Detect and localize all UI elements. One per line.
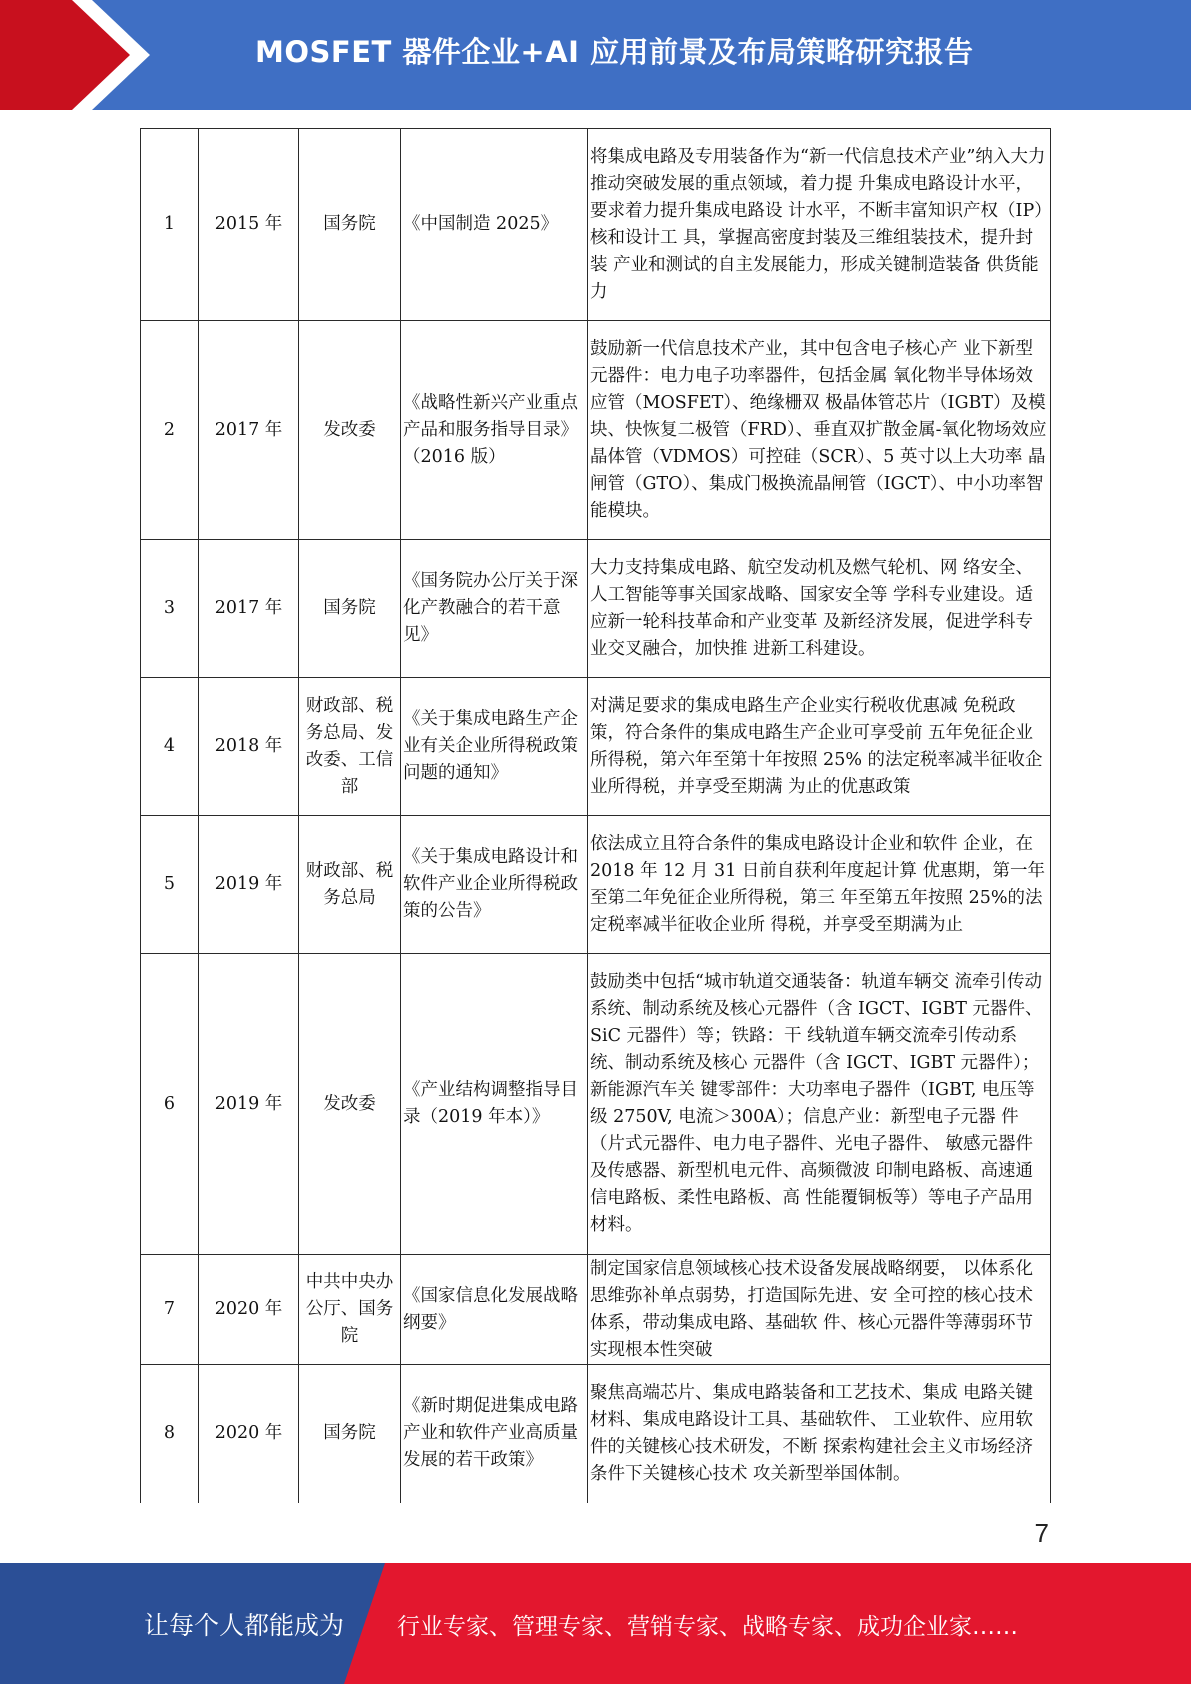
row-year: 2017 年 (199, 321, 299, 540)
table-row (141, 1255, 1051, 1365)
row-issuer: 财政部、税务总局、发改委、工信部 (299, 678, 401, 816)
row-document: 《关于集成电路生产企业有关企业所得税政策问题的通知》 (401, 678, 588, 816)
policy-table (140, 128, 1051, 1503)
footer-slogan-right: 行业专家、管理专家、营销专家、战略专家、成功企业家…… (397, 1614, 1018, 1640)
row-number: 6 (141, 954, 199, 1255)
row-issuer: 国务院 (299, 540, 401, 678)
row-document: 《关于集成电路设计和软件产业企业所得税政策的公告》 (401, 816, 588, 954)
table-row (141, 954, 1051, 1255)
row-content: 制定国家信息领域核心技术设备发展战略纲要， 以体系化思维弥补单点弱势，打造国际先进、安 全可控的核心技术体系，带动集成电路、基础软 件、核心元器件等薄弱环节实现根本性突破 (588, 1255, 1051, 1365)
header-title: MOSFET 器件企业+AI 应用前景及布局策略研究报告 (255, 35, 974, 69)
row-content: 鼓励新一代信息技术产业，其中包含电子核心产 业下新型元器件：电力电子功率器件，包括金属 氧化物半导体场效应管（MOSFET）、绝缘栅双 极晶体管芯片（IGBT）及模块、快恢复二极管（FRD）、垂直双扩散金属-氧化物场效应晶体管（VDMOS）可控硅（SCR）、5 英寸以上大功率 晶闸管（GTO）、集成门极换流晶闸管（IGCT）、中小功率智能模块。 (588, 321, 1051, 540)
row-number: 8 (141, 1365, 199, 1503)
table-row (141, 540, 1051, 678)
row-year: 2015 年 (199, 129, 299, 321)
row-issuer: 财政部、税务总局 (299, 816, 401, 954)
row-issuer: 发改委 (299, 954, 401, 1255)
row-content: 依法成立且符合条件的集成电路设计企业和软件 企业，在 2018 年 12 月 31 日前自获利年度起计算 优惠期，第一年至第二年免征企业所得税，第三 年至第五年按照 25%的法定税率减半征收企业所 得税，并享受至期满为止 (588, 816, 1051, 954)
row-year: 2020 年 (199, 1365, 299, 1503)
row-year: 2017 年 (199, 540, 299, 678)
row-year: 2019 年 (199, 954, 299, 1255)
row-number: 7 (141, 1255, 199, 1365)
footer-slogan-left: 让每个人都能成为 (144, 1611, 345, 1640)
table-row (141, 1365, 1051, 1503)
table-row (141, 129, 1051, 321)
row-content: 大力支持集成电路、航空发动机及燃气轮机、网 络安全、人工智能等事关国家战略、国家安全等 学科专业建设。适应新一轮科技革命和产业变革 及新经济发展，促进学科专业交叉融合，加快推 进新工科建设。 (588, 540, 1051, 678)
row-year: 2019 年 (199, 816, 299, 954)
row-number: 2 (141, 321, 199, 540)
row-document: 《国务院办公厅关于深化产教融合的若干意见》 (401, 540, 588, 678)
table-row (141, 321, 1051, 540)
row-document: 《国家信息化发展战略纲要》 (401, 1255, 588, 1365)
row-number: 3 (141, 540, 199, 678)
row-number: 1 (141, 129, 199, 321)
row-issuer: 国务院 (299, 129, 401, 321)
row-issuer: 国务院 (299, 1365, 401, 1503)
row-issuer: 发改委 (299, 321, 401, 540)
row-document: 《战略性新兴产业重点产品和服务指导目录》（2016 版） (401, 321, 588, 540)
row-document: 《产业结构调整指导目录（2019 年本）》 (401, 954, 588, 1255)
row-issuer: 中共中央办公厅、国务院 (299, 1255, 401, 1365)
row-content: 聚焦高端芯片、集成电路装备和工艺技术、集成 电路关键材料、集成电路设计工具、基础软件、 工业软件、应用软件的关键核心技术研发，不断 探索构建社会主义市场经济条件下关键核心技术 攻关新型举国体制。 (588, 1365, 1051, 1503)
row-content: 对满足要求的集成电路生产企业实行税收优惠减 免税政策，符合条件的集成电路生产企业可享受前 五年免征企业所得税，第六年至第十年按照 25% 的法定税率减半征收企业所得税，并享受至期满 为止的优惠政策 (588, 678, 1051, 816)
row-content: 将集成电路及专用装备作为“新一代信息技术产业”纳入大力推动突破发展的重点领域，着力提 升集成电路设计水平，要求着力提升集成电路设 计水平，不断丰富知识产权（IP）核和设计工 具，掌握高密度封装及三维组装技术，提升封装 产业和测试的自主发展能力，形成关键制造装备 供货能力 (588, 129, 1051, 321)
row-number: 5 (141, 816, 199, 954)
row-number: 4 (141, 678, 199, 816)
page-number: 7 (1034, 1518, 1049, 1548)
row-document: 《新时期促进集成电路产业和软件产业高质量发展的若干政策》 (401, 1365, 588, 1503)
table-row (141, 816, 1051, 954)
row-year: 2018 年 (199, 678, 299, 816)
table-row (141, 678, 1051, 816)
row-document: 《中国制造 2025》 (401, 129, 588, 321)
row-content: 鼓励类中包括“城市轨道交通装备：轨道车辆交 流牵引传动系统、制动系统及核心元器件（含 IGCT、IGBT 元器件、SiC 元器件）等；铁路：干 线轨道车辆交流牵引传动系统、制动系统及核心 元器件（含 IGCT、IGBT 元器件）；新能源汽车关 键零部件：大功率电子器件（IGBT, 电压等级 2750V, 电流＞300A）；信息产业：新型电子元器 件（片式元器件、电力电子器件、光电子器件、 敏感元器件及传感器、新型机电元件、高频微波 印制电路板、高速通信电路板、柔性电路板、高 性能覆铜板等）等电子产品用材料。 (588, 954, 1051, 1255)
row-year: 2020 年 (199, 1255, 299, 1365)
